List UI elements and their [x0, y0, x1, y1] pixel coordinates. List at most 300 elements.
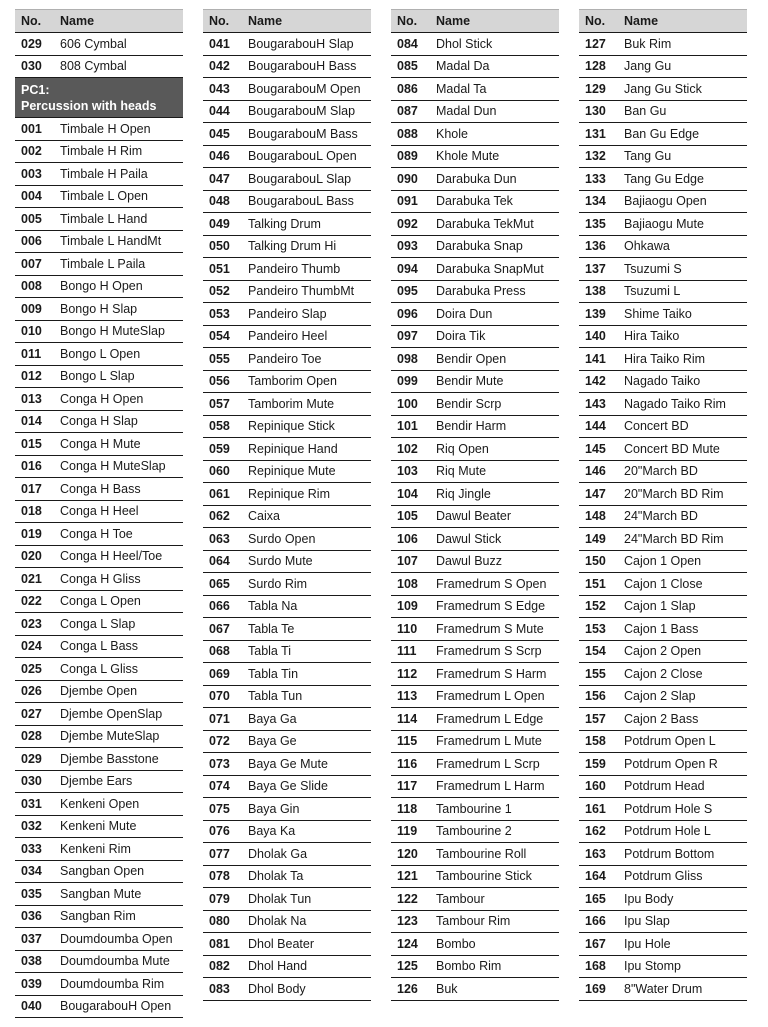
row-number: 011 — [21, 346, 42, 361]
row-number: 049 — [209, 216, 230, 231]
row-name: Dhol Hand — [248, 959, 308, 974]
row-name: Nagado Taiko — [624, 374, 701, 389]
row-number: 127 — [585, 36, 606, 51]
row-number: 032 — [21, 819, 42, 834]
row-name: Pandeiro Toe — [248, 351, 322, 366]
row-name: Conga H Mute — [60, 436, 141, 451]
table-row — [579, 573, 747, 596]
row-number: 131 — [585, 126, 606, 141]
row-number: 162 — [585, 824, 606, 839]
row-name: Potdrum Hole L — [624, 824, 711, 839]
table-row — [391, 371, 559, 394]
row-number: 147 — [585, 486, 606, 501]
row-number: 066 — [209, 599, 230, 614]
table-row — [391, 731, 559, 754]
row-number: 040 — [21, 999, 42, 1014]
row-name: Jang Gu Stick — [624, 81, 702, 96]
table-row — [391, 686, 559, 709]
row-name: Pandeiro Heel — [248, 329, 328, 344]
row-name: Tambourine 1 — [436, 801, 512, 816]
table-row — [579, 393, 747, 416]
row-number: 015 — [21, 436, 42, 451]
row-number: 029 — [21, 751, 42, 766]
table-row — [391, 56, 559, 79]
table-row — [579, 146, 747, 169]
table-row — [15, 33, 183, 56]
header-name: Name — [624, 14, 659, 28]
table-row — [203, 213, 371, 236]
row-name: Dawul Buzz — [436, 554, 502, 569]
row-name: BougarabouH Bass — [248, 59, 357, 74]
row-number: 098 — [397, 351, 418, 366]
row-name: Tamborim Open — [248, 374, 337, 389]
table-row — [15, 478, 183, 501]
row-number: 141 — [585, 351, 606, 366]
row-number: 050 — [209, 239, 230, 254]
row-name: Conga H Heel/Toe — [60, 549, 163, 564]
row-number: 110 — [397, 621, 418, 636]
table-row — [203, 461, 371, 484]
row-name: Bendir Harm — [436, 419, 507, 434]
row-number: 016 — [21, 459, 42, 474]
row-number: 093 — [397, 239, 418, 254]
table-row — [15, 613, 183, 636]
row-name: Tang Gu — [624, 149, 672, 164]
table-row — [203, 528, 371, 551]
row-number: 165 — [585, 891, 606, 906]
table-row — [391, 506, 559, 529]
row-name: Darabuka Snap — [436, 239, 523, 254]
table-row — [203, 123, 371, 146]
table-row — [15, 951, 183, 974]
row-number: 012 — [21, 369, 42, 384]
row-number: 018 — [21, 504, 42, 519]
row-name: Tang Gu Edge — [624, 171, 704, 186]
row-number: 167 — [585, 936, 606, 951]
table-row — [203, 888, 371, 911]
row-number: 005 — [21, 211, 42, 226]
row-number: 068 — [209, 644, 230, 659]
row-name: Bombo — [436, 936, 476, 951]
row-number: 136 — [585, 239, 606, 254]
row-number: 088 — [397, 126, 418, 141]
table-row — [391, 618, 559, 641]
row-number: 081 — [209, 936, 230, 951]
table-row — [579, 33, 747, 56]
table-row — [203, 663, 371, 686]
row-name: BougarabouL Slap — [248, 171, 352, 186]
table-row — [15, 681, 183, 704]
row-number: 151 — [585, 576, 606, 591]
table-row — [203, 821, 371, 844]
row-number: 129 — [585, 81, 606, 96]
row-number: 169 — [585, 981, 606, 996]
row-name: Timbale H Open — [60, 121, 151, 136]
table-row — [391, 168, 559, 191]
row-name: Talking Drum — [248, 216, 321, 231]
row-number: 123 — [397, 914, 418, 929]
row-name: Potdrum Hole S — [624, 801, 713, 816]
row-number: 115 — [397, 734, 418, 749]
table-row — [579, 776, 747, 799]
row-number: 084 — [397, 36, 418, 51]
table-row — [203, 33, 371, 56]
row-number: 109 — [397, 599, 418, 614]
row-name: Baya Ge Slide — [248, 779, 328, 794]
row-number: 087 — [397, 104, 418, 119]
row-number: 095 — [397, 284, 418, 299]
table-row — [203, 798, 371, 821]
table-row — [579, 416, 747, 439]
row-number: 035 — [21, 886, 42, 901]
table-row — [579, 798, 747, 821]
row-name: 24"March BD Rim — [624, 531, 724, 546]
table-row — [15, 523, 183, 546]
table-row — [391, 123, 559, 146]
row-number: 138 — [585, 284, 606, 299]
row-name: Doumdoumba Open — [60, 931, 173, 946]
row-number: 145 — [585, 441, 606, 456]
row-number: 124 — [397, 936, 418, 951]
table-row — [15, 546, 183, 569]
row-name: Cajon 1 Open — [624, 554, 702, 569]
row-name: Cajon 2 Close — [624, 666, 703, 681]
row-number: 056 — [209, 374, 230, 389]
table-row — [579, 956, 747, 979]
row-number: 097 — [397, 329, 418, 344]
table-row — [203, 978, 371, 1001]
table-row — [391, 798, 559, 821]
row-number: 069 — [209, 666, 230, 681]
table-row — [579, 236, 747, 259]
row-name: Jang Gu — [624, 59, 672, 74]
row-number: 058 — [209, 419, 230, 434]
table-row — [391, 933, 559, 956]
row-name: Baya Ka — [248, 824, 296, 839]
row-name: Bongo L Slap — [60, 369, 135, 384]
row-name: Buk Rim — [624, 36, 672, 51]
row-name: Conga H Open — [60, 391, 144, 406]
row-name: Potdrum Open R — [624, 756, 718, 771]
table-row — [15, 658, 183, 681]
row-name: Framedrum L Mute — [436, 734, 542, 749]
table-row — [203, 393, 371, 416]
row-name: Timbale H Paila — [60, 166, 148, 181]
row-name: BougarabouM Open — [248, 81, 361, 96]
row-name: Surdo Open — [248, 531, 316, 546]
row-number: 128 — [585, 59, 606, 74]
table-row — [579, 348, 747, 371]
row-name: Dhol Beater — [248, 936, 315, 951]
table-row — [203, 326, 371, 349]
table-row — [203, 101, 371, 124]
table-row — [15, 141, 183, 164]
table-row — [15, 298, 183, 321]
row-number: 158 — [585, 734, 606, 749]
row-number: 104 — [397, 486, 418, 501]
row-number: 073 — [209, 756, 230, 771]
table-row — [579, 866, 747, 889]
table-row — [15, 253, 183, 276]
table-row — [203, 348, 371, 371]
row-number: 140 — [585, 329, 606, 344]
table-row — [15, 366, 183, 389]
table-row — [15, 748, 183, 771]
row-name: Bendir Open — [436, 351, 507, 366]
row-name: Concert BD Mute — [624, 441, 720, 456]
row-name: Dholak Tun — [248, 891, 312, 906]
row-number: 039 — [21, 976, 42, 991]
row-number: 070 — [209, 689, 230, 704]
row-name: Dhol Stick — [436, 36, 493, 51]
row-number: 114 — [397, 711, 418, 726]
row-number: 168 — [585, 959, 606, 974]
row-number: 092 — [397, 216, 418, 231]
row-name: Ban Gu — [624, 104, 667, 119]
table-row — [391, 438, 559, 461]
row-name: Bendir Mute — [436, 374, 504, 389]
table-row — [203, 371, 371, 394]
row-number: 112 — [397, 666, 418, 681]
row-name: Bongo L Open — [60, 346, 141, 361]
row-name: 20"March BD — [624, 464, 698, 479]
row-number: 134 — [585, 194, 606, 209]
row-name: Darabuka Tek — [436, 194, 513, 209]
row-number: 161 — [585, 801, 606, 816]
row-number: 061 — [209, 486, 230, 501]
row-name: Djembe Ears — [60, 774, 133, 789]
row-number: 053 — [209, 306, 230, 321]
row-name: Riq Mute — [436, 464, 487, 479]
table-row — [579, 663, 747, 686]
table-row — [15, 118, 183, 141]
table-row — [391, 978, 559, 1001]
table-row — [391, 911, 559, 934]
row-number: 023 — [21, 616, 42, 631]
table-row — [391, 78, 559, 101]
table-row — [579, 843, 747, 866]
table-row — [15, 411, 183, 434]
row-number: 038 — [21, 954, 42, 969]
table-row — [579, 191, 747, 214]
row-name: Ohkawa — [624, 239, 670, 254]
table-row — [203, 236, 371, 259]
row-name: Cajon 1 Slap — [624, 599, 696, 614]
row-number: 120 — [397, 846, 418, 861]
row-name: Hira Taiko Rim — [624, 351, 706, 366]
table-row — [391, 393, 559, 416]
table-row — [203, 618, 371, 641]
row-name: Baya Ge — [248, 734, 297, 749]
table-row — [579, 258, 747, 281]
row-name: Madal Da — [436, 59, 490, 74]
row-name: Doumdoumba Mute — [60, 954, 170, 969]
table-row — [391, 461, 559, 484]
row-name: Timbale L Open — [60, 189, 149, 204]
row-number: 074 — [209, 779, 230, 794]
table-row — [579, 618, 747, 641]
row-name: BougarabouM Bass — [248, 126, 358, 141]
table-row — [15, 56, 183, 79]
table-row — [579, 123, 747, 146]
table-row — [391, 753, 559, 776]
row-name: Djembe OpenSlap — [60, 706, 163, 721]
row-name: Baya Gin — [248, 801, 300, 816]
table-row — [15, 928, 183, 951]
table-row — [15, 568, 183, 591]
row-name: Khole — [436, 126, 468, 141]
header-name: Name — [60, 14, 95, 28]
row-number: 155 — [585, 666, 606, 681]
row-number: 006 — [21, 234, 42, 249]
row-number: 044 — [209, 104, 230, 119]
row-name: Framedrum L Scrp — [436, 756, 540, 771]
row-number: 065 — [209, 576, 230, 591]
row-name: Tambour — [436, 891, 485, 906]
row-name: 8"Water Drum — [624, 981, 703, 996]
row-name: Madal Ta — [436, 81, 487, 96]
row-number: 052 — [209, 284, 230, 299]
table-row — [579, 506, 747, 529]
row-number: 030 — [21, 59, 42, 74]
row-number: 157 — [585, 711, 606, 726]
row-name: Shime Taiko — [624, 306, 692, 321]
row-number: 009 — [21, 301, 42, 316]
row-name: Dholak Ga — [248, 846, 308, 861]
row-number: 146 — [585, 464, 606, 479]
row-number: 119 — [397, 824, 418, 839]
row-number: 100 — [397, 396, 418, 411]
row-number: 010 — [21, 324, 42, 339]
row-name: Djembe Basstone — [60, 751, 159, 766]
row-name: Cajon 2 Open — [624, 644, 702, 659]
row-name: Surdo Mute — [248, 554, 313, 569]
table-row — [15, 816, 183, 839]
table-row — [579, 371, 747, 394]
row-name: Djembe Open — [60, 684, 138, 699]
row-name: Riq Jingle — [436, 486, 491, 501]
table-row — [579, 101, 747, 124]
row-number: 149 — [585, 531, 606, 546]
table-row — [15, 591, 183, 614]
table-row — [15, 163, 183, 186]
row-name: Bongo H Slap — [60, 301, 138, 316]
table-column-2 — [203, 9, 371, 1001]
row-number: 051 — [209, 261, 230, 276]
row-name: Tsuzumi L — [624, 284, 681, 299]
row-number: 166 — [585, 914, 606, 929]
table-row — [203, 731, 371, 754]
table-row — [15, 231, 183, 254]
row-name: 24"March BD — [624, 509, 698, 524]
row-number: 102 — [397, 441, 418, 456]
table-row — [203, 438, 371, 461]
table-row — [391, 101, 559, 124]
row-name: Potdrum Bottom — [624, 846, 715, 861]
row-number: 026 — [21, 684, 42, 699]
row-name: Conga L Bass — [60, 639, 139, 654]
table-row — [15, 186, 183, 209]
table-row — [579, 731, 747, 754]
row-number: 121 — [397, 869, 418, 884]
row-number: 031 — [21, 796, 42, 811]
row-number: 057 — [209, 396, 230, 411]
row-number: 064 — [209, 554, 230, 569]
row-number: 047 — [209, 171, 230, 186]
table-row — [15, 703, 183, 726]
table-header — [203, 9, 371, 33]
row-number: 086 — [397, 81, 418, 96]
row-name: Pandeiro Thumb — [248, 261, 341, 276]
row-number: 077 — [209, 846, 230, 861]
row-number: 153 — [585, 621, 606, 636]
header-no: No. — [21, 14, 42, 28]
table-row — [391, 416, 559, 439]
row-name: Repinique Stick — [248, 419, 335, 434]
row-name: Sangban Rim — [60, 909, 136, 924]
row-number: 021 — [21, 571, 42, 586]
table-row — [391, 281, 559, 304]
row-name: Potdrum Open L — [624, 734, 716, 749]
row-name: Darabuka TekMut — [436, 216, 534, 231]
table-row — [15, 996, 183, 1019]
table-row — [203, 551, 371, 574]
table-row — [203, 911, 371, 934]
rows-container — [15, 118, 183, 1018]
row-number: 083 — [209, 981, 230, 996]
row-number: 139 — [585, 306, 606, 321]
table-row — [391, 348, 559, 371]
row-name: Tambourine 2 — [436, 824, 512, 839]
table-row — [391, 843, 559, 866]
row-number: 072 — [209, 734, 230, 749]
table-row — [203, 303, 371, 326]
row-number: 085 — [397, 59, 418, 74]
row-number: 164 — [585, 869, 606, 884]
row-name: Conga L Open — [60, 594, 141, 609]
row-number: 075 — [209, 801, 230, 816]
row-name: Framedrum L Edge — [436, 711, 544, 726]
header-no: No. — [585, 14, 606, 28]
table-row — [579, 213, 747, 236]
row-name: Sangban Open — [60, 864, 145, 879]
rows-container — [203, 33, 371, 1001]
row-number: 017 — [21, 481, 42, 496]
row-name: Timbale H Rim — [60, 144, 143, 159]
row-number: 144 — [585, 419, 606, 434]
row-name: Tabla Te — [248, 621, 295, 636]
row-name: Caixa — [248, 509, 280, 524]
row-number: 076 — [209, 824, 230, 839]
table-row — [391, 528, 559, 551]
row-name: Doira Dun — [436, 306, 493, 321]
row-name: Hira Taiko — [624, 329, 680, 344]
row-name: Framedrum S Open — [436, 576, 547, 591]
row-number: 042 — [209, 59, 230, 74]
table-row — [579, 978, 747, 1001]
row-number: 008 — [21, 279, 42, 294]
table-row — [203, 866, 371, 889]
row-name: Bajiaogu Mute — [624, 216, 704, 231]
row-name: Kenkeni Mute — [60, 819, 137, 834]
row-number: 090 — [397, 171, 418, 186]
table-row — [15, 771, 183, 794]
row-number: 118 — [397, 801, 418, 816]
row-name: Tamborim Mute — [248, 396, 335, 411]
row-name: Pandeiro Slap — [248, 306, 327, 321]
row-name: Framedrum L Open — [436, 689, 545, 704]
row-name: Timbale L Paila — [60, 256, 146, 271]
